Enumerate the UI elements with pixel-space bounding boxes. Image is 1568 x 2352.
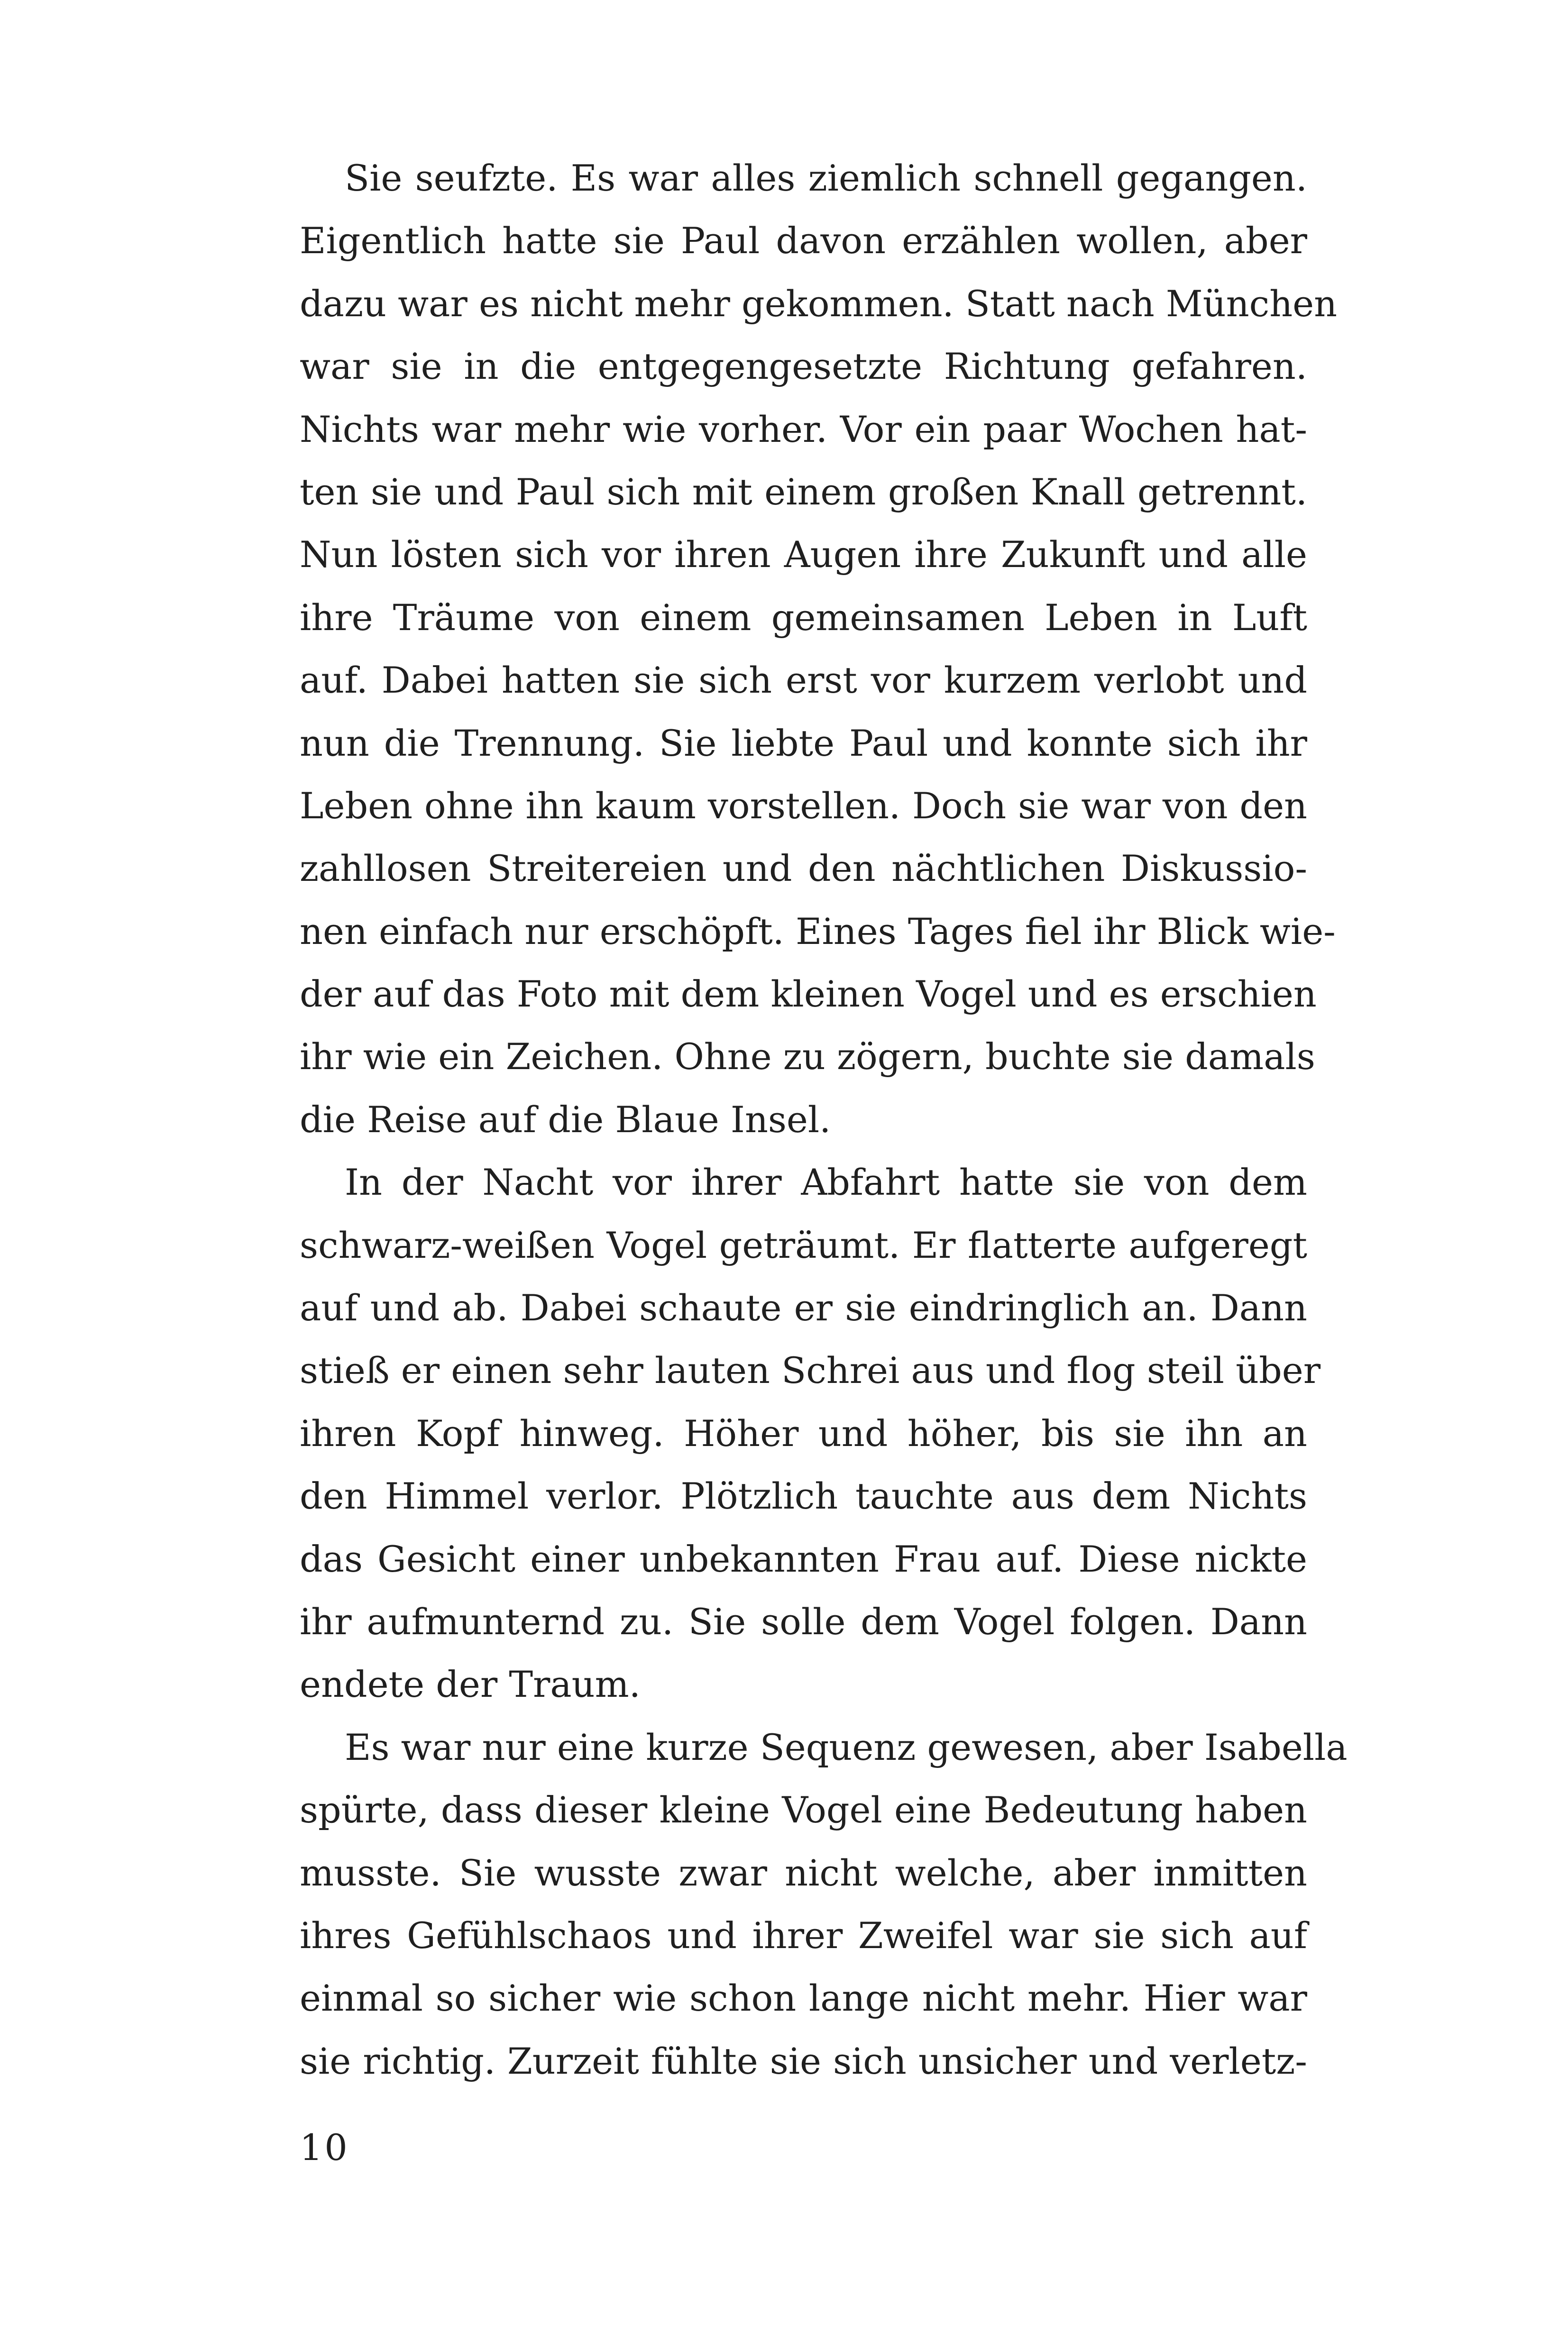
text-line: spürte, dass dieser kleine Vogel eine Bedeutung haben [300,1789,1307,1831]
text-line: ihr wie ein Zeichen. Ohne zu zögern, buchte sie damals [300,1035,1315,1078]
text-line: dazu war es nicht mehr gekommen. Statt nach München [300,282,1338,325]
text-line: Es war nur eine kurze Sequenz gewesen, aber Isabella [345,1726,1348,1768]
text-line: endete der Traum. [300,1663,641,1706]
body-text [300,147,1348,2093]
text-line: Sie seufzte. Es war alles ziemlich schnell gegangen. [345,157,1307,199]
text-line: ten sie und Paul sich mit einem großen Knall getrennt. [300,470,1307,513]
text-line: nun die Trennung. Sie liebte Paul und konnte sich ihr [300,722,1307,764]
text-line: auf und ab. Dabei schaute er sie eindringlich an. Dann [300,1287,1307,1329]
text-line: ihren Kopf hinweg. Höher und höher, bis sie ihn an [300,1412,1307,1455]
text-line: Eigentlich hatte sie Paul davon erzählen wollen, aber [300,220,1307,262]
text-line: zahllosen Streitereien und den nächtlichen Diskussio- [300,847,1307,890]
text-line: In der Nacht vor ihrer Abfahrt hatte sie von dem [345,1161,1307,1204]
text-line: die Reise auf die Blaue Insel. [300,1098,831,1141]
text-line: ihr aufmunternd zu. Sie solle dem Vogel folgen. Dann [300,1600,1307,1643]
page-number: 10 [300,2126,349,2169]
text-line: stieß er einen sehr lauten Schrei aus und flog steil über [300,1349,1321,1392]
text-line: musste. Sie wusste zwar nicht welche, aber inmitten [300,1851,1307,1894]
text-line: Nun lösten sich vor ihren Augen ihre Zukunft und alle [300,533,1307,576]
text-line: das Gesicht einer unbekannten Frau auf. Diese nickte [300,1537,1307,1580]
text-line: der auf das Foto mit dem kleinen Vogel und es erschien [300,973,1317,1016]
text-line: Nichts war mehr wie vorher. Vor ein paar Wochen hat- [300,408,1307,450]
text-line: Leben ohne ihn kaum vorstellen. Doch sie war von den [300,784,1307,827]
text-line: ihre Träume von einem gemeinsamen Leben in Luft [300,596,1307,639]
text-line: den Himmel verlor. Plötzlich tauchte aus dem Nichts [300,1475,1307,1518]
text-line: schwarz-weißen Vogel geträumt. Er flatterte aufgeregt [300,1224,1307,1266]
text-line: sie richtig. Zurzeit fühlte sie sich unsicher und verletz- [300,2040,1307,2082]
text-line: auf. Dabei hatten sie sich erst vor kurzem verlobt und [300,659,1307,702]
text-line: ihres Gefühlschaos und ihrer Zweifel war sie sich auf [300,1914,1307,1957]
text-line: einmal so sicher wie schon lange nicht mehr. Hier war [300,1977,1307,2020]
text-line: nen einfach nur erschöpft. Eines Tages fiel ihr Blick wie- [300,910,1336,952]
text-line: war sie in die entgegengesetzte Richtung gefahren. [300,345,1307,388]
